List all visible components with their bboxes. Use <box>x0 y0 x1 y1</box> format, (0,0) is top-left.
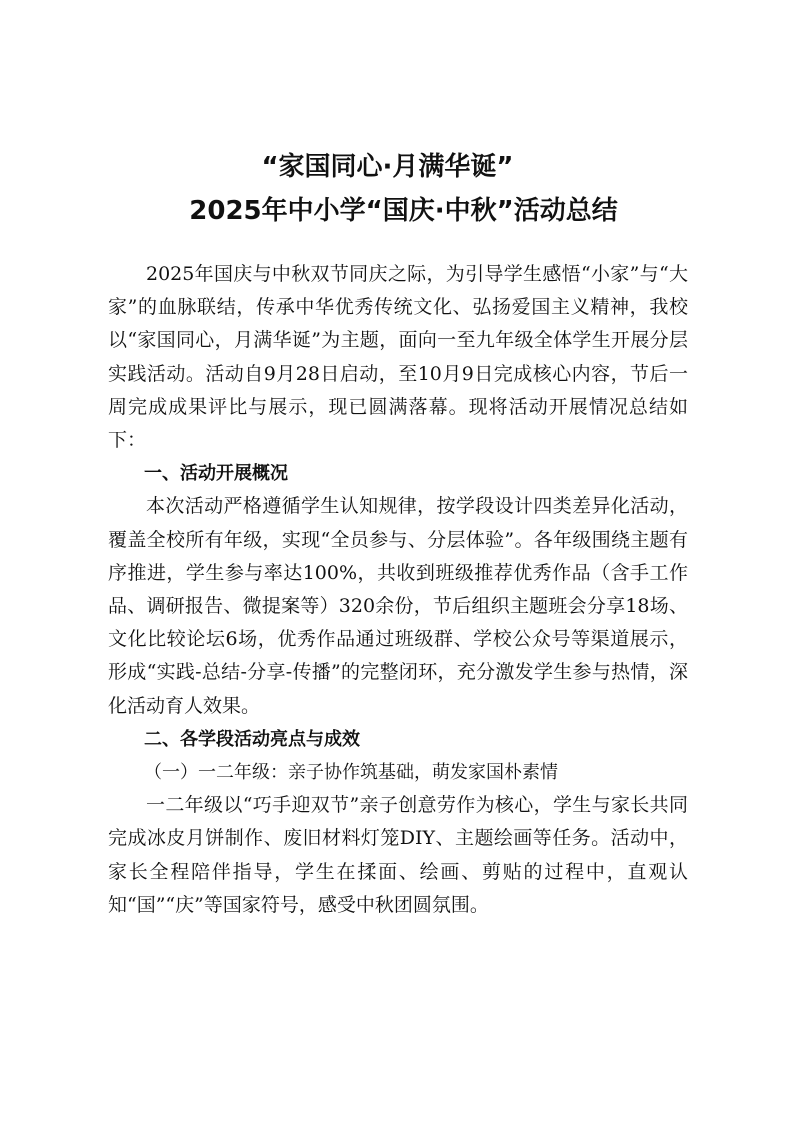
title-line-2: 2025年中小学“国庆·中秋”活动总结 <box>189 196 618 226</box>
title-line-1: “家国同心·月满华诞” <box>261 152 514 182</box>
subsection-1-paragraph: 一二年级以“巧手迎双节”亲子创意劳作为核心，学生与家长共同完成冰皮月饼制作、废旧材料灯笼DIY、主题绘画等任务。活动中，家长全程陪伴指导，学生在揉面、绘画、剪贴的过程中，直观认知“国”“庆”等国家符号，感受中秋团圆氛围。 <box>108 794 688 916</box>
document-body <box>108 258 688 922</box>
subsection-1-heading: （一）一二年级：亲子协作筑基础，萌发家国朴素情 <box>144 762 558 784</box>
section-2-heading: 二、各学段活动亮点与成效 <box>144 728 360 750</box>
intro-paragraph: 2025年国庆与中秋双节同庆之际，为引导学生感悟“小家”与“大家”的血脉联结，传承中华优秀传统文化、弘扬爱国主义精神，我校以“家国同心，月满华诞”为主题，面向一至九年级全体学生开展分层实践活动。活动自9月28日启动，至10月9日完成核心内容，节后一周完成成果评比与展示，现已圆满落幕。现将活动开展情况总结如下： <box>108 263 688 452</box>
document-title <box>0 145 793 233</box>
section-1-paragraph: 本次活动严格遵循学生认知规律，按学段设计四类差异化活动，覆盖全校所有年级，实现“全员参与、分层体验”。各年级围绕主题有序推进，学生参与率达100%，共收到班级推荐优秀作品（含手工作品、调研报告、微提案等）320余份，节后组织主题班会分享18场、文化比较论坛6场，优秀作品通过班级群、学校公众号等渠道展示，形成“实践-总结-分享-传播”的完整闭环，充分激发学生参与热情，深化活动育人效果。 <box>108 495 688 717</box>
section-1-heading: 一、活动开展概况 <box>144 463 288 485</box>
